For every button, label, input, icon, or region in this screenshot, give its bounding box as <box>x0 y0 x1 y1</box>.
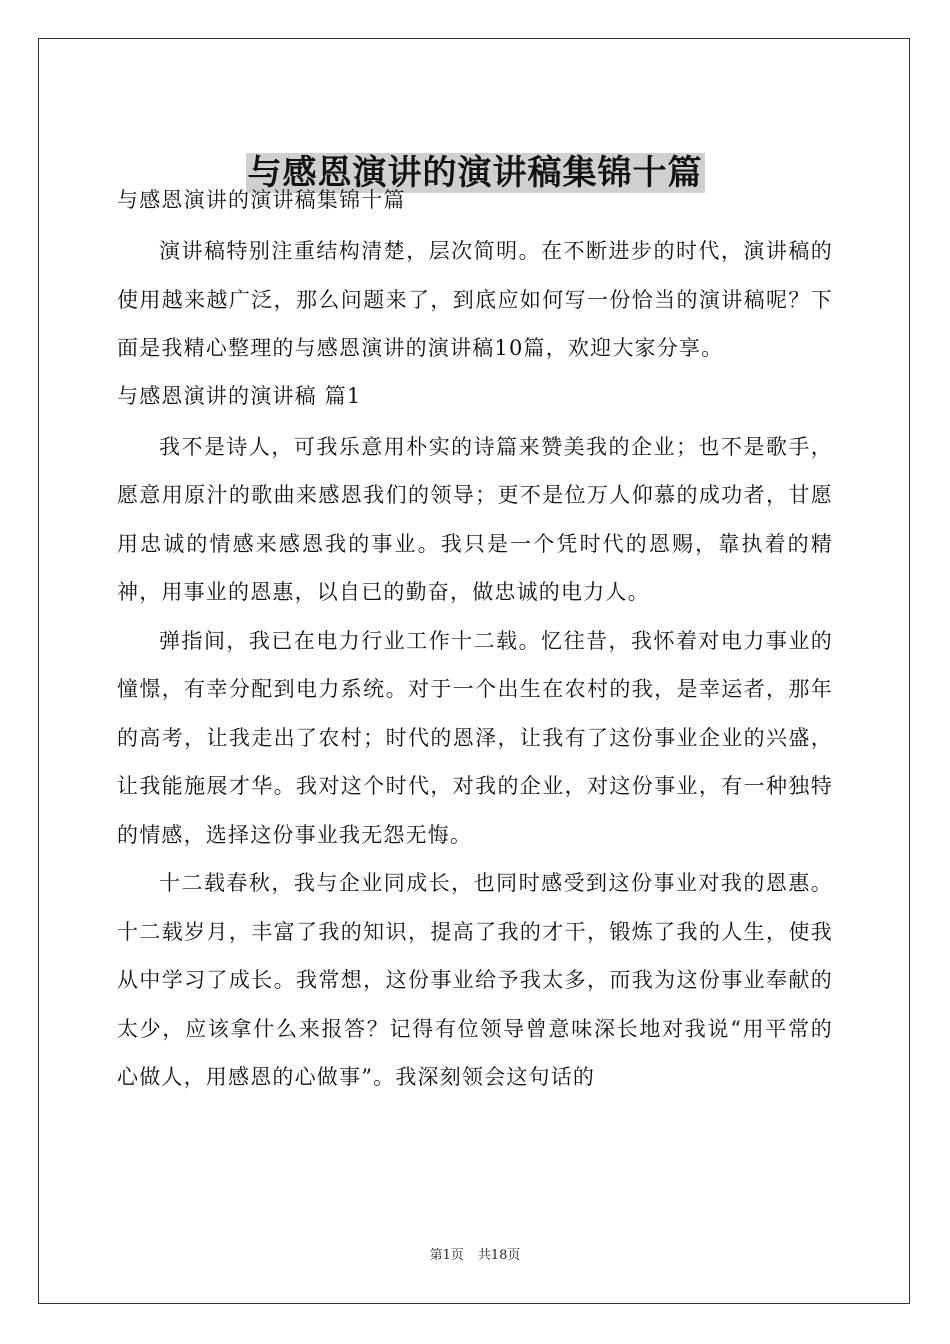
document-title-text: 与感恩演讲的演讲稿集锦十篇 <box>247 152 703 193</box>
body-paragraph-1: 我不是诗人，可我乐意用朴实的诗篇来赞美我的企业；也不是歌手，愿意用原汁的歌曲来感恩我们的领导；更不是位万人仰慕的成功者，甘愿用忠诚的情感来感恩我的事业。我只是一个凭时代的恩赐，靠执着的精神，用事业的恩惠，以自已的勤奋，做忠诚的电力人。 <box>117 434 833 604</box>
body-paragraph-2: 弹指间，我已在电力行业工作十二载。忆往昔，我怀着对电力事业的憧憬，有幸分配到电力系统。对于一个出生在农村的我，是幸运者，那年的高考，让我走出了农村；时代的恩泽，让我有了这份事业企业的兴盛，让我能施展才华。我对这个时代，对我的企业，对这份事业，有一种独特的情感，选择这份事业我无怨无悔。 <box>117 628 833 847</box>
section-heading: 与感恩演讲的演讲稿 篇1 <box>117 383 362 408</box>
intro-paragraph: 演讲稿特别注重结构清楚，层次简明。在不断进步的时代，演讲稿的使用越来越广泛，那么问题来了，到底应如何写一份恰当的演讲稿呢？下面是我精心整理的与感恩演讲的演讲稿10篇，欢迎大家分享。 <box>117 239 833 360</box>
page-number: 第1页 <box>429 1248 464 1263</box>
document-subtitle: 与感恩演讲的演讲稿集锦十篇 <box>117 188 406 212</box>
document-body <box>117 180 833 1102</box>
total-pages: 共18页 <box>477 1248 521 1263</box>
page-footer <box>0 1247 950 1265</box>
body-paragraph-3: 十二载春秋，我与企业同成长，也同时感受到这份事业对我的恩惠。十二载岁月，丰富了我的知识，提高了我的才干，锻炼了我的人生，使我从中学习了成长。我常想，这份事业给予我太多，而我为这份事业奉献的太少，应该拿什么来报答？记得有位领导曾意味深长地对我说“用平常的心做人，用感恩的心做事”。我深刻领会这句话的 <box>117 871 833 1089</box>
